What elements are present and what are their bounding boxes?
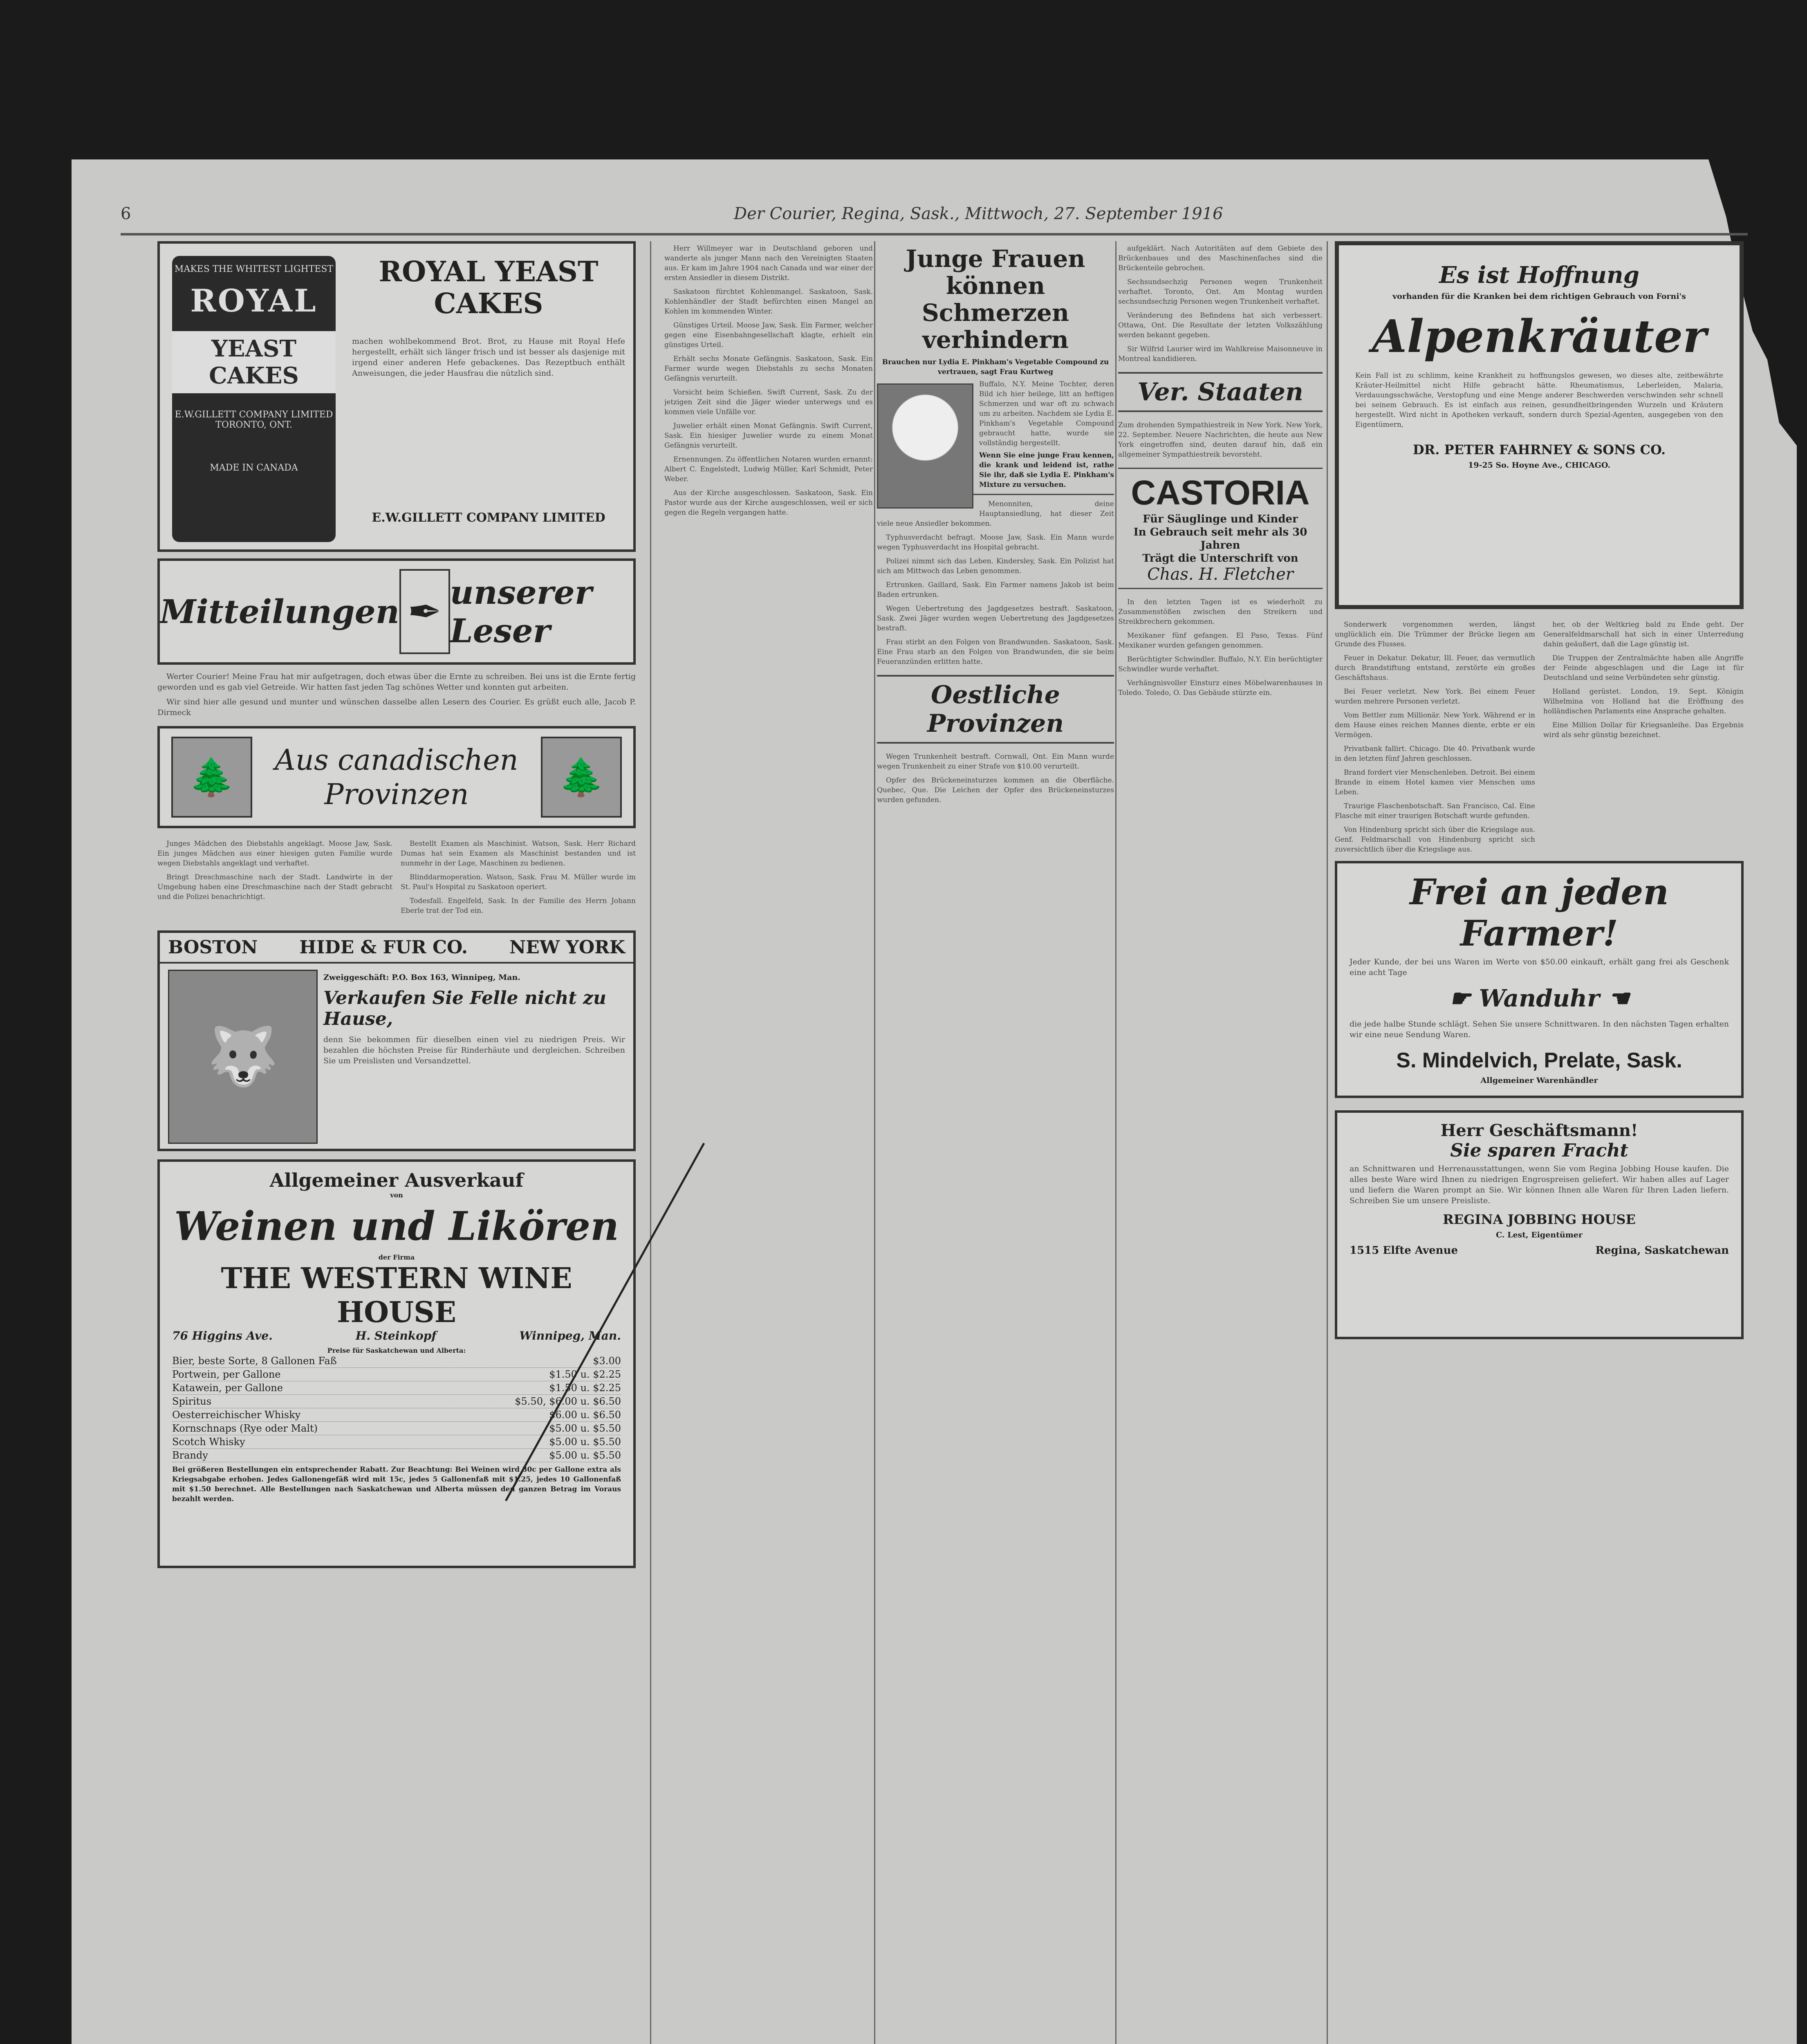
wine-company: THE WESTERN WINE HOUSE: [221, 1261, 572, 1329]
column-2-text: [664, 244, 873, 518]
western-wine-ad: [157, 1159, 636, 1568]
news-item: Sonderwerk vorgenommen werden, längst unglücklich ein. Die Trümmer der Brücke liegen am Grunde des Flusses.: [1335, 621, 1535, 648]
jobbing-address: 1515 Elfte Avenue: [1350, 1244, 1458, 1257]
animal-picture-icon: 🐺: [168, 970, 318, 1144]
price-value: $1.50 u. $2.25: [549, 1369, 621, 1380]
news-item: aufgeklärt. Nach Autoritäten auf dem Gebiete des Brückenbaues und des Maschinenfaches sind die Brückenteile gebrochen.: [1118, 244, 1323, 272]
column-4-text-2: [1118, 597, 1323, 698]
news-item: Brand fordert vier Menschenleben. Detroit. Bei einem Brande in einem Hotel kamen vier Menschen ums Leben.: [1335, 769, 1535, 796]
news-item: Die Truppen der Zentralmächte haben alle Angriffe der Feinde abgeschlagen und die Lage ist für Deutschland und seine Verbündeten sehr günstig.: [1543, 654, 1744, 682]
hide-slogan: Verkaufen Sie Felle nicht zu Hause,: [323, 988, 606, 1029]
price-value: $5.50, $6.00 u. $6.50: [515, 1396, 621, 1407]
lydia-subhead: Brauchen nur Lydia E. Pinkham's Vegetable Compound zu vertrauen, sagt Frau Kurtweg: [882, 358, 1109, 376]
city-left: BOSTON: [168, 937, 258, 958]
wanduhr-line: [1350, 984, 1729, 1012]
hide-fur-ad: [157, 930, 636, 1151]
news-item: Polizei nimmt sich das Leben. Kindersley, Sask. Ein Polizist hat sich am Mittwoch das Leben genommen.: [877, 557, 1114, 575]
column-divider: [1115, 241, 1116, 2044]
provinzen-title: [275, 743, 518, 811]
wine-note: Bei größeren Bestellungen ein entsprechender Rabatt. Zur Beachtung: Bei Weinen wird 30c per Gallone extra als Kriegsabgabe erhoben. Jedes Gallonengefäß wird mit 15c, jedes 5 Gallonenfaß mit $1.25, jedes 10 Gallonenfaß mit $1.50 berechnet. Alle Bestellungen nach Saskatchewan und Alberta müssen den ganzen Betrag im Voraus bezahlt werden.: [172, 1466, 621, 1503]
news-item: Opfer des Brückeneinsturzes kommen an die Oberfläche. Quebec, Que. Die Leichen der Opfer des Brückeneinsturzes wurden gefunden.: [877, 776, 1114, 804]
price-list-title: Preise für Saskatchewan und Alberta:: [327, 1347, 466, 1354]
page-number: 6: [121, 204, 131, 223]
provinces-right-column: [401, 839, 636, 920]
alpen-product: Alpenkräuter: [1372, 310, 1707, 363]
alpen-subtitle: vorhanden für die Kranken bei dem richtigen Gebrauch von Forni's: [1392, 292, 1686, 301]
wine-title-1: Allgemeiner Ausverkauf: [269, 1169, 524, 1191]
column-2: [664, 241, 873, 2044]
news-item: Bringt Dreschmaschine nach der Stadt. Landwirte in der Umgebung haben eine Dreschmaschine nach der Stadt gebracht und die Polizei benachrichtigt.: [157, 873, 392, 901]
column-1: [157, 241, 636, 2044]
alpen-body: Kein Fall ist zu schlimm, keine Krankheit zu hoffnungslos gewesen, wo dieses alte, zeitbewährte Kräuter-Heilmittel nicht Hilfe gebracht hätte. Rheumatismus, Leberleiden, Malaria, Verdauungsschwäche, Verstopfung und eine Menge anderer Beschwerden verschwinden sehr schnell bei seinem Gebrauch. Es ist einfach aus reinen, gesundheitbringenden Wurzeln und Kräutern hergestellt. Wird nicht in Apotheken verkauft, sondern durch Spezial-Agenten, ausgegeben von den Eigentümern,: [1355, 372, 1723, 429]
column-3: [877, 241, 1114, 2044]
price-item: Scotch Whisky: [172, 1436, 245, 1448]
column-5: [1335, 241, 1744, 2044]
price-value: $5.00 u. $5.50: [549, 1423, 621, 1434]
news-item: Vorsicht beim Schießen. Swift Current, Sask. Zu der jetzigen Zeit sind die Jäger wieder unterwegs und es kommen viele Unfälle vor.: [664, 388, 873, 416]
jobbing-city: Regina, Saskatchewan: [1595, 1244, 1729, 1257]
news-item: Sechsundsechzig Personen wegen Trunkenheit verhaftet. Toronto, Ont. Am Montag wurden sechsundsechzig Personen wegen Trunkenheit verhaftet.: [1118, 278, 1323, 306]
price-row: [172, 1354, 621, 1368]
letter-paragraph: Wir sind hier alle gesund und munter und wünschen dasselbe allen Lesern des Courier. Es grüßt euch alle, Jacob P. Dirmeck: [157, 697, 636, 717]
tree-icon: 🌲: [171, 737, 252, 818]
news-item: Holland gerüstet. London, 19. Sept. Königin Wilhelmina von Holland hat die Eröffnung des holländischen Parlaments eine Ansprache gehalten.: [1543, 688, 1744, 715]
wanduhr-label: Wanduhr: [1479, 984, 1600, 1012]
price-item: Oesterreichischer Whisky: [172, 1409, 301, 1421]
can-product: YEAST CAKES: [172, 331, 336, 393]
mitteilungen-banner: [157, 558, 636, 665]
regina-jobbing-ad: [1335, 1110, 1744, 1339]
column-3-text-2: [877, 752, 1114, 805]
price-value: $5.00 u. $5.50: [549, 1450, 621, 1461]
farmer-firm-sub: Allgemeiner Warenhändler: [1480, 1076, 1598, 1085]
news-item: Veränderung des Befindens hat sich verbessert. Ottawa, Ont. Die Resultate der letzten Volkszählung werden bekannt gegeben.: [1118, 312, 1323, 339]
column-divider: [650, 241, 651, 2044]
can-bottom-text: MADE IN CANADA: [210, 463, 298, 473]
news-item: Feuer in Dekatur. Dekatur, Ill. Feuer, das vermutlich durch Brandstiftung entstand, zerstörte ein großes Geschäftshaus.: [1335, 654, 1535, 682]
wine-title-2: Weinen und Likören: [174, 1203, 619, 1249]
lydia-body: Buffalo, N.Y. Meine Tochter, deren Bild ich hier beilege, litt an heftigen Schmerzen und war oft zu schwach um zu arbeiten. Nachdem sie Lydia E. Pinkham's Vegetable Compound gebraucht hatte, wurde sie vollständig hergestellt.: [979, 380, 1114, 447]
column-4: [1118, 241, 1323, 2044]
price-row: [172, 1395, 621, 1408]
news-item: Herr Willmeyer war in Deutschland geboren und wanderte als junger Mann nach den Vereinigten Staaten aus. Er kam im Jahre 1904 nach Canada und war einer der ersten Ansiedler in diesem Distrikt.: [664, 244, 873, 282]
price-value: $1.50 u. $2.25: [549, 1382, 621, 1394]
news-item: Mexikaner fünf gefangen. El Paso, Texas. Fünf Mexikaner wurden gefangen genommen.: [1118, 632, 1323, 650]
price-row: [172, 1435, 621, 1449]
jobbing-subhead: Sie sparen Fracht: [1450, 1140, 1628, 1161]
woman-portrait: [877, 383, 973, 509]
wine-address: [172, 1329, 621, 1342]
news-item: Von Hindenburg spricht sich über die Kriegslage aus. Genf. Feldmarschall von Hindenburg spricht sich zuversichtlich über die Kriegslage aus.: [1335, 826, 1535, 854]
price-row: [172, 1368, 621, 1381]
column-divider: [1327, 241, 1328, 2044]
wine-street: 76 Higgins Ave.: [172, 1329, 273, 1342]
letter-paragraph: Werter Courier! Meine Frau hat mir aufgetragen, doch etwas über die Ernte zu schreiben. Bei uns ist die Ernte fertig geworden und es gab viel Getreide. Wir hatten fast jeden Tag schönes Wetter und konnten gut arbeiten.: [157, 672, 636, 692]
news-item: Bei Feuer verletzt. New York. Bei einem Feuer wurden mehrere Personen verletzt.: [1335, 688, 1535, 706]
news-item: Menonniten, deine Hauptansiedlung, hat dieser Zeit viele neue Ansiedler bekommen.: [877, 500, 1114, 528]
price-item: Kornschnaps (Rye oder Malt): [172, 1423, 318, 1434]
ads-left-stack: [157, 922, 636, 1568]
farmer-headline: Frei an jeden Farmer!: [1410, 872, 1669, 954]
alpen-address: 19-25 So. Hoyne Ave., CHICAGO.: [1468, 461, 1610, 470]
wine-ad-inner: [160, 1162, 633, 1514]
wine-von: von: [390, 1191, 403, 1199]
news-item: Frau stirbt an den Folgen von Brandwunden. Saskatoon, Sask. Eine Frau starb an den Folgen von Brandwunden, die sie beim Feueranzünden erlitten hatte.: [877, 638, 1114, 666]
price-row: [172, 1422, 621, 1435]
provinces-left-column: [157, 839, 392, 920]
news-item: Wegen Trunkenheit bestraft. Cornwall, Ont. Ein Mann wurde wegen Trunkenheit zu einer Strafe von $10.00 verurteilt.: [877, 753, 1114, 771]
provinzen-line1: Aus canadischen: [275, 743, 518, 777]
wine-owner: H. Steinkopf: [355, 1329, 437, 1342]
can-company: E.W.GILLETT COMPANY LIMITED TORONTO, ONT.: [175, 410, 333, 430]
page-header: [121, 200, 1748, 229]
castoria-line1: Für Säuglinge und Kinder: [1143, 513, 1298, 525]
farmer-body-2: die jede halbe Stunde schlägt. Sehen Sie unsere Schnittwaren. In den nächsten Tagen erhalten wir eine neue Sendung Waren.: [1350, 1020, 1729, 1039]
price-item: Brandy: [172, 1450, 208, 1461]
news-item: Todesfall. Engelfeld, Sask. In der Familie des Herrn Johann Eberle trat der Tod ein.: [401, 897, 636, 915]
castoria-line2: In Gebrauch seit mehr als 30 Jahren: [1133, 526, 1307, 551]
news-item: Juwelier erhält einen Monat Gefängnis. Swift Current, Sask. Ein hiesiger Juwelier wurde zu einem Monat Gefängnis verurteilt.: [664, 422, 873, 450]
news-item: Eine Million Dollar für Kriegsanleihe. Das Ergebnis wird als sehr günstig bezeichnet.: [1543, 721, 1744, 739]
ads-row: [157, 922, 636, 1568]
pointing-hand-icon: ☛: [1449, 984, 1479, 1012]
price-list: [172, 1354, 621, 1462]
castoria-ad: [1118, 468, 1323, 589]
column-divider: [874, 241, 875, 2044]
news-item: Erhält sechs Monate Gefängnis. Saskatoon, Sask. Ein Farmer wurde wegen Diebstahls zu sechs Monaten Gefängnis verurteilt.: [664, 355, 873, 383]
farmer-firm: S. Mindelvich, Prelate, Sask.: [1396, 1049, 1682, 1072]
oestliche-provinzen-heading: Oestliche Provinzen: [877, 675, 1114, 744]
jobbing-footer: [1350, 1244, 1729, 1257]
news-item: Verhängnisvoller Einsturz eines Möbelwarenhauses in Toledo. Toledo, O. Das Gebäude stürzte ein.: [1118, 679, 1323, 697]
yeast-body: machen wohlbekommend Brot. Brot, zu Hause mit Royal Hefe hergestellt, erhält sich länger frisch und ist besser als dasjenige mit irgend einer anderen Hefe gebackenes. Das Rezeptbuch enthält Anweisungen, die jeder Hausfrau die nützlich sind.: [352, 337, 625, 378]
news-item: Berüchtigter Schwindler. Buffalo, N.Y. Ein berüchtigter Schwindler wurde verhaftet.: [1118, 655, 1323, 673]
royal-yeast-ad: [157, 241, 636, 552]
price-row: [172, 1381, 621, 1395]
hide-fur-text: [323, 970, 625, 1069]
news-item: Junges Mädchen des Diebstahls angeklagt. Moose Jaw, Sask. Ein junges Mädchen aus einer hiesigen guten Familie wurde wegen Diebstahls angeklagt und verhaftet.: [157, 840, 392, 867]
newspaper-page: [72, 159, 1797, 2044]
can-top-text: MAKES THE WHITEST LIGHTEST: [174, 264, 334, 274]
price-value: $3.00: [593, 1355, 621, 1367]
lydia-headline: Junge Frauen können Schmerzen verhindern: [906, 245, 1085, 354]
farmer-clock-ad: [1335, 861, 1744, 1098]
lydia-highlight: Wenn Sie eine junge Frau kennen, die krank und leidend ist, rathe Sie ihr, daß sie Lydia E. Pinkham's Mixture zu versuchen.: [979, 451, 1114, 489]
castoria-name: CASTORIA: [1131, 473, 1310, 512]
quill-icon: ✒: [399, 569, 450, 654]
news-item: Vom Bettler zum Millionär. New York. Während er in dem Hause eines reichen Mannes diente, erbte er ein Vermögen.: [1335, 711, 1535, 739]
yeast-company: E.W.GILLETT COMPANY LIMITED: [372, 511, 605, 525]
news-item: Günstiges Urteil. Moose Jaw, Sask. Ein Farmer, welcher gegen eine Eisenbahngesellschaft klagte, erhielt ein günstiges Urteil.: [664, 321, 873, 349]
column-5-news: [1335, 617, 1744, 861]
wine-city: Winnipeg, Man.: [519, 1329, 621, 1342]
hide-fur-header: [160, 933, 633, 964]
news-item: In den letzten Tagen ist es wiederholt zu Zusammenstößen zwischen den Streikern und Streikbrechern gekommen.: [1118, 598, 1323, 626]
news-item: Ertrunken. Gaillard, Sask. Ein Farmer namens Jakob ist beim Baden ertrunken.: [877, 581, 1114, 599]
yeast-can-image: [172, 256, 336, 542]
jobbing-body: an Schnittwaren und Herrenausstattungen, wenn Sie vom Regina Jobbing House kaufen. Die alles beste Ware wird Ihnen zu niedrigen Engrospreisen geliefert. Wir haben alles auf Lager und liefern die Waren prompt an Sie. Wir können Ihnen alle Waren für Ihren Laden liefern. Schreiben Sie um unsere Preisliste.: [1350, 1164, 1729, 1205]
tree-icon: 🌲: [541, 737, 622, 818]
wine-der-firma: der Firma: [378, 1253, 415, 1261]
news-item: Traurige Flaschenbotschaft. San Francisco, Cal. Eine Flasche mit einer traurigen Botschaft wurde gefunden.: [1335, 802, 1535, 820]
column-3-text: [877, 499, 1114, 667]
news-item: Wegen Uebertretung des Jagdgesetzes bestraft. Saskatoon, Sask. Zwei Jäger wurden wegen Uebertretung des Jagdgesetzes bestraft.: [877, 605, 1114, 632]
pointing-hand-icon: ☚: [1599, 984, 1629, 1012]
news-item: Privatbank fallirt. Chicago. Die 40. Privatbank wurde in den letzten fünf Jahren geschlossen.: [1335, 745, 1535, 763]
column-5-right: [1543, 620, 1744, 858]
masthead: Der Courier, Regina, Sask., Mittwoch, 27. September 1916: [734, 204, 1223, 223]
yeast-headline: ROYAL YEAST CAKES: [379, 256, 599, 320]
news-item: Bestellt Examen als Maschinist. Watson, Sask. Herr Richard Dumas hat sein Examen als Maschinist bestanden und ist nunmehr in der Lage, Maschinen zu bedienen.: [401, 840, 636, 867]
provinzen-line2: Provinzen: [324, 778, 469, 811]
branch-line: Zweiggeschäft: P.O. Box 163, Winnipeg, Man.: [323, 973, 520, 982]
column-4-text: [1118, 244, 1323, 364]
column-5-left: [1335, 620, 1535, 858]
provinzen-banner: [157, 726, 636, 828]
news-item: Aus der Kirche ausgeschlossen. Saskatoon, Sask. Ein Pastor wurde aus der Kirche ausgeschlossen, weil er sich gegen die Regeln vergangen hatte.: [664, 489, 873, 517]
news-item: Sir Wilfrid Laurier wird im Wahlkreise Maisonneuve in Montreal kandidieren.: [1118, 345, 1323, 363]
alpen-title: Es ist Hoffnung: [1439, 262, 1639, 289]
price-value: $5.00 u. $5.50: [549, 1436, 621, 1448]
city-right: NEW YORK: [509, 937, 625, 958]
farmer-body: Jeder Kunde, der bei uns Waren im Werte von $50.00 einkauft, erhält gang frei als Geschenk eine acht Tage: [1350, 957, 1729, 977]
hide-body: denn Sie bekommen für dieselben einen viel zu niedrigen Preis. Wir bezahlen die höchsten Preise für Rinderhäute und dergleichen. Schreiben Sie um Preislisten und Versandzettel.: [323, 1035, 625, 1065]
price-item: Spiritus: [172, 1396, 212, 1407]
news-item: Ernennungen. Zu öffentlichen Notaren wurden ernannt: Albert C. Engelstedt, Ludwig Müller, Karl Schmidt, Peter Weber.: [664, 455, 873, 483]
news-item: Blinddarmoperation. Watson, Sask. Frau M. Müller wurde im St. Paul's Hospital zu Saskatoon operiert.: [401, 873, 636, 891]
jobbing-firm: REGINA JOBBING HOUSE: [1443, 1212, 1636, 1227]
alpen-company: DR. PETER FAHRNEY & SONS CO.: [1412, 442, 1666, 457]
news-item: Typhusverdacht befragt. Moose Jaw, Sask. Ein Mann wurde wegen Typhusverdacht ins Hospital gebracht.: [877, 533, 1114, 551]
news-item: her, ob der Weltkrieg bald zu Ende geht. Der Generalfeldmarschall hat sich in einer Unterredung dahin geäußert, daß die Lage günstig ist.: [1543, 621, 1744, 648]
castoria-line3: Trägt die Unterschrift von: [1142, 552, 1298, 565]
sympathie-article: Zum drohenden Sympathiestreik in New York. New York, 22. September. Neuere Nachrichten, die heute aus New York eingetroffen sind, deuten darauf hin, daß ein allgemeiner Sympathiestreik bevorsteht.: [1118, 421, 1323, 459]
can-brand: ROYAL: [190, 282, 318, 319]
jobbing-headline: Herr Geschäftsmann!: [1440, 1121, 1638, 1140]
price-item: Bier, beste Sorte, 8 Gallonen Faß: [172, 1355, 337, 1367]
price-value: $6.00 u. $6.50: [549, 1409, 621, 1421]
news-item: Saskatoon fürchtet Kohlenmangel. Saskatoon, Sask. Kohlenhändler der Stadt befürchten einen Mangel an Kohlen im kommenden Winter.: [664, 288, 873, 316]
provinces-news: [157, 836, 636, 922]
castoria-signature: Chas. H. Fletcher: [1147, 565, 1294, 584]
ver-staaten-heading: Ver. Staaten: [1118, 372, 1323, 412]
banner-right-word: unserer Leser: [450, 573, 592, 650]
price-item: Portwein, per Gallone: [172, 1369, 281, 1380]
alpenkraeuter-ad: [1335, 241, 1744, 609]
jobbing-owner: C. Lest, Eigentümer: [1496, 1230, 1583, 1239]
header-rule: [121, 233, 1748, 235]
price-item: Katawein, per Gallone: [172, 1382, 283, 1394]
letters-section: [157, 671, 636, 718]
company-name: HIDE & FUR CO.: [299, 937, 468, 958]
price-row: [172, 1449, 621, 1462]
banner-left-word: Mitteilungen: [160, 592, 399, 631]
